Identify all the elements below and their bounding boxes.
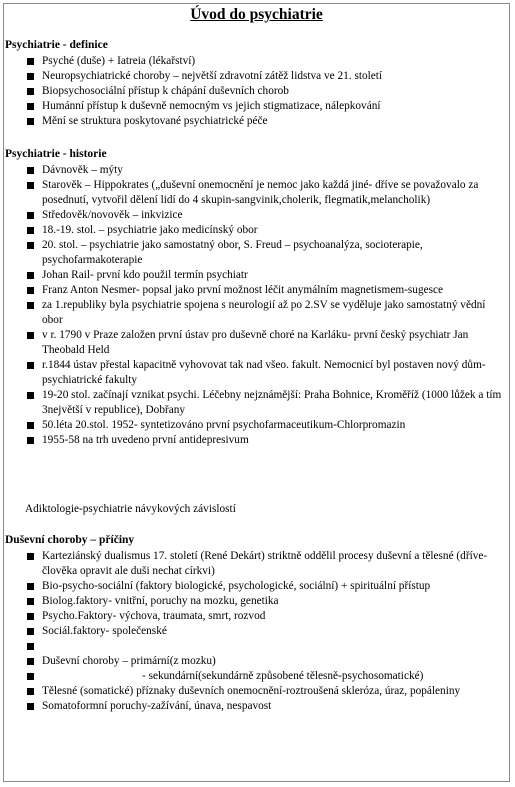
bullet-icon [27, 332, 34, 339]
section-heading-definice: Psychiatrie - definice [5, 39, 108, 51]
section-note: Adiktologie-psychiatrie návykových závislostí [25, 503, 236, 515]
list-item: Karteziánský dualismus 17. století (René Dekárt) striktně oddělil procesy duševní a tělesné (dříve- člověka opravit ale duši nechat církvi) [27, 549, 507, 579]
bullet-icon [27, 362, 34, 369]
bullet-icon [27, 628, 34, 635]
bullet-list-definice [27, 54, 507, 129]
bullet-icon [27, 88, 34, 95]
list-item [27, 639, 507, 654]
bullet-icon [27, 118, 34, 125]
bullet-icon [27, 673, 34, 680]
list-item: - sekundární(sekundárně způsobené tělesně-psychosomatické) [27, 669, 507, 684]
list-item: Bio-psycho-sociální (faktory biologické, psychologické, sociální) + spirituální přístup [27, 579, 507, 594]
document-page [3, 3, 510, 782]
list-item: Tělesné (somatické) příznaky duševních onemocnění-roztroušená skleróza, úraz, popáleniny [27, 684, 507, 699]
list-item: Biolog.faktory- vnitřní, poruchy na mozku, genetika [27, 594, 507, 609]
list-item: Mění se struktura poskytované psychiatrické péče [27, 114, 507, 129]
bullet-icon [27, 242, 34, 249]
list-item: Neuropsychiatrické choroby – největší zdravotní zátěž lidstva ve 21. století [27, 69, 507, 84]
list-item: Biopsychosociální přístup k chápání duševních chorob [27, 84, 507, 99]
list-item: Franz Anton Nesmer- popsal jako první možnost léčit anymálním magnetismem-sugesce [27, 283, 507, 298]
bullet-icon [27, 643, 34, 650]
bullet-icon [27, 103, 34, 110]
list-item: 18.-19. stol. – psychiatrie jako medicínský obor [27, 223, 507, 238]
bullet-list-historie [27, 163, 507, 448]
list-item: Psyché (duše) + Iatreia (lékařství) [27, 54, 507, 69]
list-item: Psycho.Faktory- výchova, traumata, smrt, rozvod [27, 609, 507, 624]
list-item: 20. stol. – psychiatrie jako samostatný obor, S. Freud – psychoanalýza, socioterapie, psychofarmakoterapie [27, 238, 507, 268]
bullet-icon [27, 167, 34, 174]
list-item: Středověk/novověk – inkvizice [27, 208, 507, 223]
bullet-icon [27, 392, 34, 399]
list-item: Somatoformní poruchy-zažívání, únava, nespavost [27, 699, 507, 714]
section-heading-priciny: Duševní choroby – příčiny [5, 534, 135, 546]
bullet-list-priciny [27, 549, 507, 714]
bullet-icon [27, 272, 34, 279]
list-item: Dávnověk – mýty [27, 163, 507, 178]
bullet-icon [27, 73, 34, 80]
list-item: r.1844 ústav přestal kapacitně vyhovovat tak nad všeo. fakult. Nemocnicí byl postaven nový dům- psychiatrické fakulty [27, 358, 507, 388]
list-item: 19-20 stol. začínají vznikat psychi. Léčebny nejznámější: Praha Bohnice, Kroměříž (1000 lůžek a tím 3největší v republice), Dobřany [27, 388, 507, 418]
list-item: v r. 1790 v Praze založen první ústav pro duševně choré na Karláku- první český psychiatr Jan Theobald Held [27, 328, 507, 358]
list-item: za 1.republiky byla psychiatrie spojena s neurologií až po 2.SV se vyděluje jako samostatný vědní obor [27, 298, 507, 328]
section-heading-historie: Psychiatrie - historie [5, 148, 107, 160]
bullet-icon [27, 287, 34, 294]
bullet-icon [27, 583, 34, 590]
list-item: Starověk – Hippokrates („duševní onemocnění je nemoc jako každá jiné- dříve se považovalo za posednutí, vytvořil dělení lidí do 4 skupin-sangvinik,cholerik, flegmatik,melancholik) [27, 178, 507, 208]
list-item: 50.léta 20.stol. 1952- syntetizováno první psychofarmaceutikum-Chlorpromazin [27, 418, 507, 433]
bullet-icon [27, 182, 34, 189]
bullet-icon [27, 598, 34, 605]
bullet-icon [27, 302, 34, 309]
bullet-icon [27, 212, 34, 219]
list-item: Sociál.faktory- společenské [27, 624, 507, 639]
bullet-icon [27, 688, 34, 695]
list-item: Humánní přístup k duševně nemocným vs jejich stigmatizace, nálepkování [27, 99, 507, 114]
bullet-icon [27, 553, 34, 560]
bullet-icon [27, 437, 34, 444]
bullet-icon [27, 422, 34, 429]
bullet-icon [27, 613, 34, 620]
bullet-icon [27, 658, 34, 665]
page-title: Úvod do psychiatrie [190, 6, 323, 23]
bullet-icon [27, 703, 34, 710]
list-item: Duševní choroby – primární(z mozku) [27, 654, 507, 669]
bullet-icon [27, 227, 34, 234]
list-item: 1955-58 na trh uvedeno první antidepresivum [27, 433, 507, 448]
list-item: Johan Rail- první kdo použil termín psychiatr [27, 268, 507, 283]
bullet-icon [27, 58, 34, 65]
